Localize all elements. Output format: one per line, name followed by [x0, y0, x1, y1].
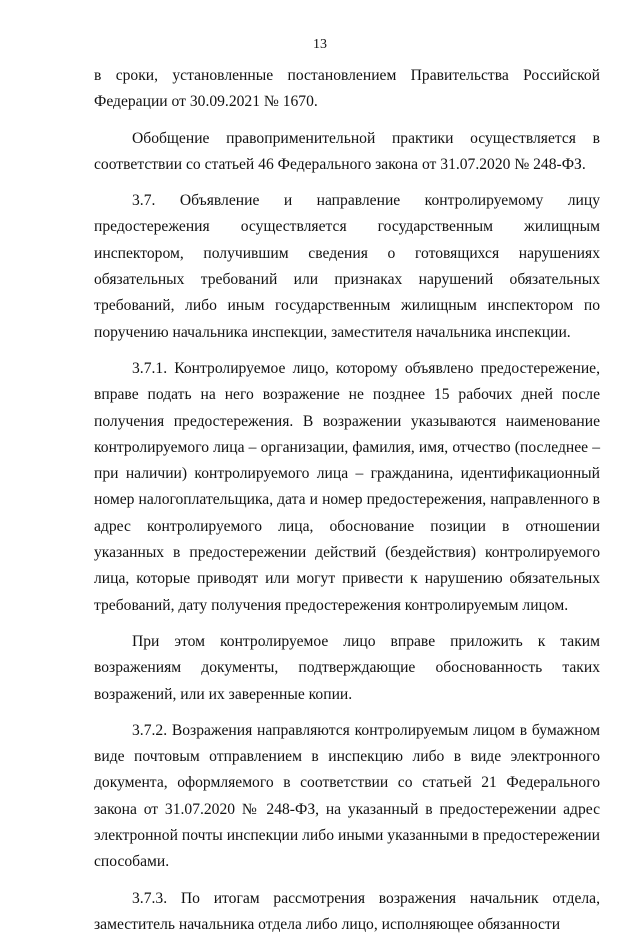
paragraph-3-7-2: 3.7.2. Возражения направляются контролируемым лицом в бумажном виде почтовым отправлением в инспекцию либо в виде электронного документа, оформляемого в соответствии со статьей 21 Федерального закона от 31.07.2020 № 248-ФЗ, на указанный в предостережении адрес электронной почты инспекции либо иными указанными в предостережении способами.	[94, 721, 600, 871]
paragraph-objection-attachments: При этом контролируемое лицо вправе приложить к таким возражениям документы, подтверждающие обоснованность таких возражений, или их заверенные копии.	[94, 632, 600, 703]
paragraph-3-7-3: 3.7.3. По итогам рассмотрения возражения начальник отдела, заместитель начальника отдела либо лицо, исполняющее обязанности	[94, 889, 600, 933]
paragraph-3-7-1: 3.7.1. Контролируемое лицо, которому объявлено предостережение, вправе подать на него возражение не позднее 15 рабочих дней после получения предостережения. В возражении указываются наименование контролируемого лица – организации, фамилия, имя, отчество (последнее – при наличии) контролируемого лица – гражданина, идентификационный номер налогоплательщика, дата и номер предостережения, направленного в адрес контролируемого лица, обоснование позиции в отношении указанных в предостережении действий (бездействия) контролируемого лица, которые приводят или могут привести к нарушению обязательных требований, дату получения предостережения контролируемым лицом.	[94, 359, 600, 614]
page-number: 13	[313, 37, 327, 52]
document-body	[94, 63, 600, 938]
paragraph-3-7: 3.7. Объявление и направление контролируемому лицу предостережения осуществляется государственным жилищным инспектором, получившим сведения о готовящихся нарушениях обязательных требований или признаках нарушений обязательных требований, либо иным государственным жилищным инспектором по поручению начальника инспекции, заместителя начальника инспекции.	[94, 192, 600, 341]
paragraph-continuation: в сроки, установленные постановлением Правительства Российской Федерации от 30.09.2021 № 1670.	[94, 67, 600, 111]
paragraph-law-practice-generalization: Обобщение правоприменительной практики осуществляется в соответствии со статьей 46 Федерального закона от 31.07.2020 № 248-ФЗ.	[94, 129, 600, 173]
